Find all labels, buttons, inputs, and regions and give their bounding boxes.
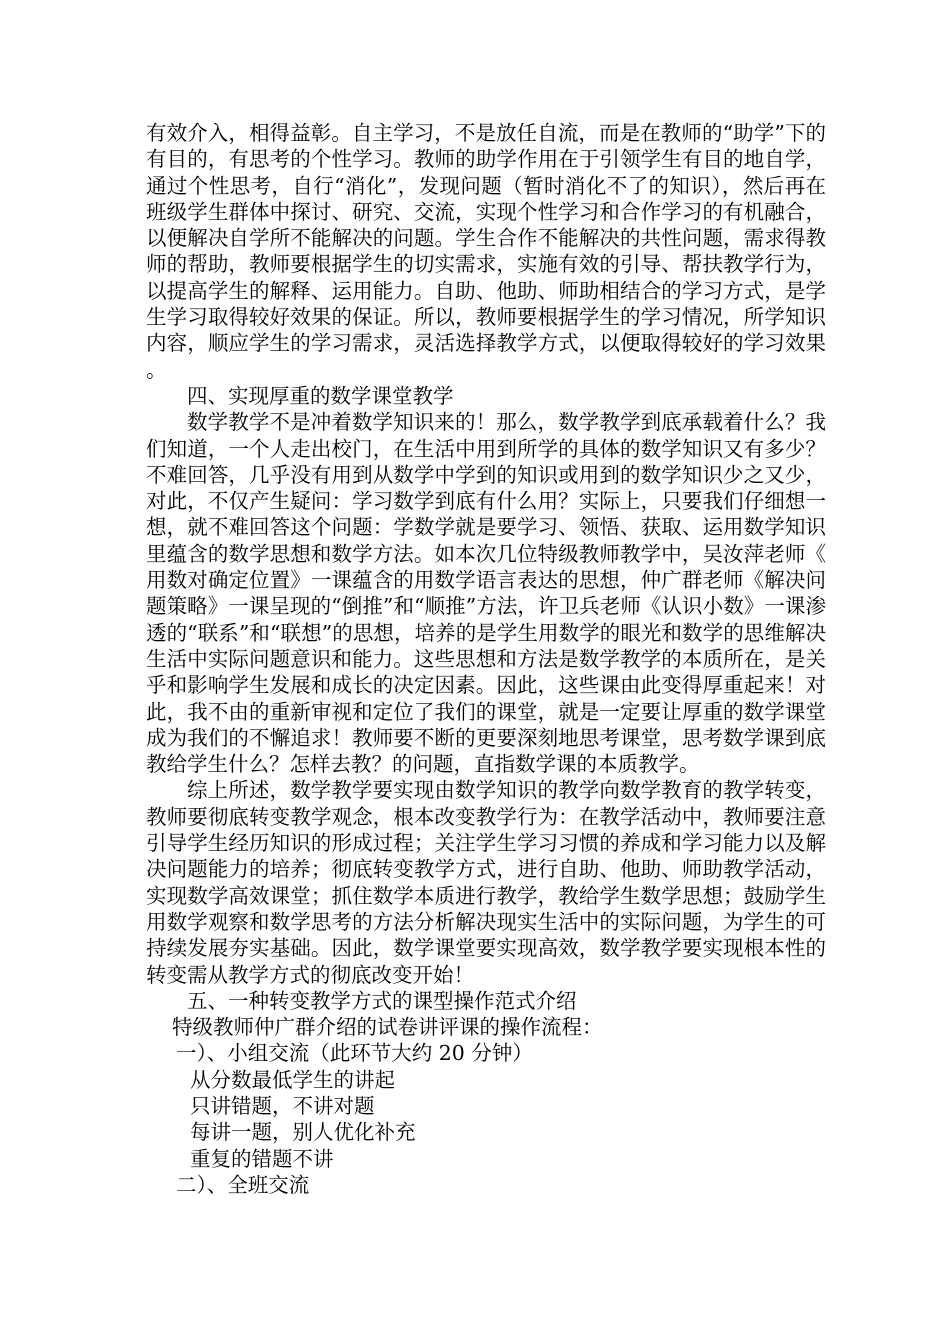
section-heading-5: 五、一种转变教学方式的课型操作范式介绍 [187,988,577,1013]
section-heading-4: 四、实现厚重的数学课堂教学 [187,383,454,408]
step-1-item: 每讲一题，别人优化补充 [190,1120,416,1145]
document-body [146,120,826,1198]
step-1-item: 从分数最低学生的讲起 [190,1067,395,1092]
section-4-paragraph: 数学教学不是冲着数学知识来的！那么，数学教学到底承载着什么？我们知道，一个人走出校门，在生活中用到所学的具体的数学知识又有多少？不难回答，几乎没有用到从数学中学到的知识或用到的数学知识少之又少，对此，不仅产生疑问：学习数学到底有什么用？实际上，只要我们仔细想一想，就不难回答这个问题：学数学就是要学习、领悟、获取、运用数学知识里蕴含的数学思想和数学方法。如本次几位特级教师教学中，吴汝萍老师《用数对确定位置》一课蕴含的用数学语言表达的思想，仲广群老师《解决问题策略》一课呈现的“倒推”和“顺推”方法，许卫兵老师《认识小数》一课渗透的“联系”和“联想”的思想，培养的是学生用数学的眼光和数学的思维解决生活中实际问题意识和能力。这些思想和方法是数学教学的本质所在，是关乎和影响学生发展和成长的决定因素。因此，这些课由此变得厚重起来！对此，我不由的重新审视和定位了我们的课堂，就是一定要让厚重的数学课堂成为我们的不懈追求！教师要不断的更要深刻地思考课堂，思考数学课到底教给学生什么？怎样去教？的问题，直指数学课的本质教学。 [146,410,826,777]
step-1-item: 重复的错题不讲 [190,1146,334,1171]
flow-intro-line: 特级教师仲广群介绍的试卷讲评课的操作流程： [172,1015,603,1040]
step-1-title: 一）、小组交流（此环节大约 20 分钟） [176,1041,533,1066]
step-1-item: 只讲错题，不讲对题 [190,1093,375,1118]
step-2-title: 二）、全班交流 [176,1172,310,1197]
summary-paragraph: 综上所述，数学教学要实现由数学知识的教学向数学教育的教学转变，教师要彻底转变教学观念，根本改变教学行为：在教学活动中，教师要注意引导学生经历知识的形成过程；关注学生学习习惯的养成和学习能力以及解决问题能力的培养；彻底转变教学方式，进行自助、他助、师助教学活动，实现数学高效课堂；抓住数学本质进行教学，教给学生数学思想；鼓励学生用数学观察和数学思考的方法分析解决现实生活中的实际问题，为学生的可持续发展夯实基础。因此，数学课堂要实现高效，数学教学要实现根本性的转变需从教学方式的彻底改变开始！ [146,778,826,987]
intro-paragraph: 有效介入，相得益彰。自主学习，不是放任自流，而是在教师的“助学”下的有目的，有思考的个性学习。教师的助学作用在于引领学生有目的地自学，通过个性思考，自行“消化”，发现问题（暂时消化不了的知识），然后再在班级学生群体中探讨、研究、交流，实现个性学习和合作学习的有机融合，以便解决自学所不能解决的问题。学生合作不能解决的共性问题，需求得教师的帮助，教师要根据学生的切实需求，实施有效的引导、帮扶教学行为，以提高学生的解释、运用能力。自助、他助、师助相结合的学习方式，是学生学习取得较好效果的保证。所以，教师要根据学生的学习情况，所学知识内容，顺应学生的学习需求，灵活选择教学方式，以便取得较好的学习效果。 [146,121,826,382]
